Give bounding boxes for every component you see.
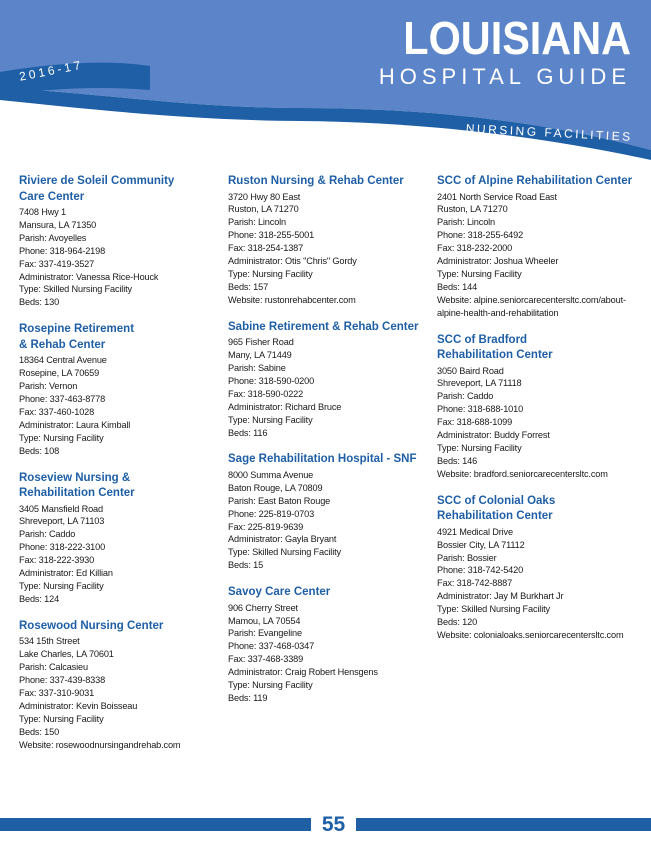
facility-address-line: Many, LA 71449 <box>228 350 292 361</box>
facility-name-line: Rehabilitation Center <box>437 349 553 362</box>
facility-parish: Parish: Avoyelles <box>19 232 87 243</box>
facility-type: Type: Nursing Facility <box>19 580 104 591</box>
facility-administrator: Administrator: Richard Bruce <box>228 401 342 412</box>
facility-name-line: Riviere de Soleil Community <box>19 175 175 187</box>
facility-address-line: Bossier City, LA 71112 <box>437 539 525 550</box>
facility-name <box>19 619 224 635</box>
facility-administrator: Administrator: Craig Robert Hensgens <box>228 667 378 678</box>
facility-name <box>228 452 433 468</box>
facility-entry <box>437 333 642 481</box>
facility-phone: Phone: 318-255-6492 <box>437 230 524 241</box>
facility-beds: Beds: 120 <box>437 617 478 628</box>
facility-beds: Beds: 116 <box>228 427 268 438</box>
facility-address-line: 4921 Medical Drive <box>437 526 513 537</box>
page-subtitle: HOSPITAL GUIDE <box>378 64 631 89</box>
facility-phone: Phone: 318-590-0200 <box>228 375 315 386</box>
facility-name <box>228 174 433 190</box>
facility-name-line: SCC of Bradford <box>437 333 528 346</box>
facility-phone: Phone: 225-819-0703 <box>228 508 315 519</box>
facility-name-line: Rehabilitation Center <box>19 487 135 499</box>
facility-type: Type: Nursing Facility <box>19 713 104 724</box>
facility-entry <box>228 452 433 572</box>
facility-address-line: 3050 Baird Road <box>437 365 504 376</box>
facility-address-line: Shreveport, LA 71118 <box>437 378 522 389</box>
facility-address-line: 965 Fisher Road <box>228 337 294 348</box>
facility-name-line: Rehabilitation Center <box>437 510 553 523</box>
facility-address-line: Lake Charles, LA 70601 <box>19 649 114 660</box>
facility-phone: Phone: 318-222-3100 <box>19 542 106 553</box>
facility-fax: Fax: 337-419-3527 <box>19 258 95 269</box>
facility-address-line: Rosepine, LA 70659 <box>19 368 100 379</box>
facility-parish: Parish: Lincoln <box>228 217 287 228</box>
facility-address-line: 18364 Central Avenue <box>19 355 107 366</box>
facility-address-line: Mansura, LA 71350 <box>19 219 97 230</box>
facility-beds: Beds: 124 <box>19 593 60 604</box>
facility-parish: Parish: Bossier <box>437 552 497 563</box>
page-footer <box>0 812 651 838</box>
facility-name <box>437 174 642 190</box>
facility-fax: Fax: 225-819-9639 <box>228 521 304 532</box>
facility-administrator: Administrator: Buddy Forrest <box>437 430 550 441</box>
facility-fax: Fax: 318-590-0222 <box>228 388 304 399</box>
facility-name <box>19 471 224 502</box>
facility-name-line: Ruston Nursing & Rehab Center <box>228 175 404 187</box>
facility-fax: Fax: 337-468-3389 <box>228 654 304 665</box>
facility-address-line: 3720 Hwy 80 East <box>228 191 301 202</box>
facility-website: Website: colonialoaks.seniorcarecentersltc.com <box>437 629 624 640</box>
facility-beds: Beds: 146 <box>437 455 478 466</box>
facility-beds: Beds: 150 <box>19 726 60 737</box>
facility-administrator: Administrator: Vanessa Rice-Houck <box>19 271 159 282</box>
facility-phone: Phone: 318-742-5420 <box>437 565 524 576</box>
facility-address-line: Mamou, LA 70554 <box>228 615 301 626</box>
facility-type: Type: Skilled Nursing Facility <box>228 547 341 558</box>
facility-fax: Fax: 318-742-8887 <box>437 578 513 589</box>
facility-administrator: Administrator: Joshua Wheeler <box>437 256 559 267</box>
facility-website: Website: bradford.seniorcarecentersltc.com <box>437 468 608 479</box>
facility-website: Website: rustonrehabcenter.com <box>228 294 356 305</box>
facility-name-line: Savoy Care Center <box>228 586 331 599</box>
page-header <box>0 0 651 160</box>
facility-entry <box>19 619 224 752</box>
facility-phone: Phone: 318-964-2198 <box>19 245 106 256</box>
facility-administrator: Administrator: Jay M Burkhart Jr <box>437 591 564 602</box>
facility-fax: Fax: 318-254-1387 <box>228 243 304 254</box>
facility-entry <box>228 174 433 307</box>
facility-beds: Beds: 130 <box>19 297 60 308</box>
facility-fax: Fax: 318-688-1099 <box>437 417 513 428</box>
facility-name <box>228 320 433 336</box>
facility-beds: Beds: 144 <box>437 281 478 292</box>
facility-name <box>437 333 642 364</box>
facility-name-line: Sage Rehabilitation Hospital - SNF <box>228 453 417 466</box>
facility-address-line: Baton Rouge, LA 70809 <box>228 482 323 493</box>
facility-entry <box>228 320 433 440</box>
facility-type: Type: Nursing Facility <box>228 268 313 279</box>
facility-parish: Parish: Sabine <box>228 362 286 373</box>
facility-fax: Fax: 318-222-3930 <box>19 555 95 566</box>
column-1 <box>19 174 224 764</box>
facility-name <box>19 322 224 353</box>
facility-website: Website: rosewoodnursingandrehab.com <box>19 739 181 750</box>
footer-bar-left <box>0 818 311 831</box>
facility-parish: Parish: Calcasieu <box>19 662 88 673</box>
page-number: 55 <box>321 813 346 836</box>
facility-name-line: SCC of Alpine Rehabilitation Center <box>437 175 633 187</box>
facility-name-line: Rosepine Retirement <box>19 323 135 336</box>
column-2 <box>228 174 433 718</box>
facility-fax: Fax: 337-460-1028 <box>19 406 95 417</box>
facility-type: Type: Nursing Facility <box>437 443 522 453</box>
facility-fax: Fax: 337-310-9031 <box>19 687 95 698</box>
facility-name-line: SCC of Colonial Oaks <box>437 494 556 507</box>
facility-name-line: & Rehab Center <box>19 338 106 351</box>
facility-address-line: 2401 North Service Road East <box>437 191 557 202</box>
facility-address-line: 8000 Summa Avenue <box>228 469 314 480</box>
facility-beds: Beds: 157 <box>228 281 269 292</box>
facility-beds: Beds: 15 <box>228 560 264 571</box>
facility-name-line: Care Center <box>19 190 85 203</box>
facility-name <box>437 494 642 525</box>
facility-type: Type: Skilled Nursing Facility <box>437 604 550 615</box>
page-title: LOUISIANA <box>403 12 631 64</box>
facility-name-line: Sabine Retirement & Rehab Center <box>228 320 419 333</box>
facility-address-line: Ruston, LA 71270 <box>228 204 299 215</box>
facility-parish: Parish: Caddo <box>19 529 76 540</box>
facility-entry <box>19 322 224 457</box>
facility-entry <box>228 585 433 705</box>
facility-name-line: Rosewood Nursing Center <box>19 619 164 632</box>
facility-entry <box>437 494 642 642</box>
section-label: NURSING FACILITIES <box>465 121 633 144</box>
facility-name <box>19 174 224 205</box>
facility-parish: Parish: East Baton Rouge <box>228 495 331 506</box>
facility-address-line: 534 15th Street <box>19 636 80 647</box>
facility-address-line: 7408 Hwy 1 <box>19 207 67 217</box>
facility-website: alpine-health-and-rehabilitation <box>437 307 559 318</box>
facility-phone: Phone: 318-688-1010 <box>437 404 524 415</box>
facility-type: Type: Nursing Facility <box>19 432 104 443</box>
facility-address-line: 906 Cherry Street <box>228 602 298 613</box>
facility-name-line: Roseview Nursing & <box>19 471 131 484</box>
facility-parish: Parish: Lincoln <box>437 217 496 228</box>
facility-entry <box>19 471 224 606</box>
facility-administrator: Administrator: Ed Killian <box>19 568 113 579</box>
facility-entry <box>437 174 642 320</box>
facility-beds: Beds: 108 <box>19 445 60 456</box>
facility-type: Type: Nursing Facility <box>228 414 313 425</box>
edition-year: 2016-17 <box>18 57 85 84</box>
facility-address-line: 3405 Mansfield Road <box>19 503 103 514</box>
facility-type: Type: Nursing Facility <box>228 680 313 691</box>
facility-address-line: Ruston, LA 71270 <box>437 204 508 215</box>
facility-fax: Fax: 318-232-2000 <box>437 243 513 254</box>
facility-entry <box>19 174 224 309</box>
facility-type: Type: Nursing Facility <box>437 268 522 279</box>
facility-administrator: Administrator: Kevin Boisseau <box>19 700 138 711</box>
facility-administrator: Administrator: Laura Kimball <box>19 419 131 430</box>
footer-bar-right <box>356 818 651 831</box>
facility-type: Type: Skilled Nursing Facility <box>19 284 132 295</box>
facility-parish: Parish: Caddo <box>437 391 494 402</box>
facility-parish: Parish: Evangeline <box>228 628 302 639</box>
facility-phone: Phone: 318-255-5001 <box>228 230 315 241</box>
facility-administrator: Administrator: Gayla Bryant <box>228 534 337 545</box>
facility-name <box>228 585 433 601</box>
facility-phone: Phone: 337-439-8338 <box>19 674 106 685</box>
facility-administrator: Administrator: Otis "Chris" Gordy <box>228 256 357 267</box>
facility-website: Website: alpine.seniorcarecentersltc.com/about- <box>437 294 626 305</box>
column-3 <box>437 174 642 655</box>
facility-phone: Phone: 337-468-0347 <box>228 641 315 652</box>
facility-phone: Phone: 337-463-8778 <box>19 393 106 404</box>
facility-parish: Parish: Vernon <box>19 381 78 392</box>
facility-address-line: Shreveport, LA 71103 <box>19 516 105 527</box>
facility-beds: Beds: 119 <box>228 693 268 703</box>
